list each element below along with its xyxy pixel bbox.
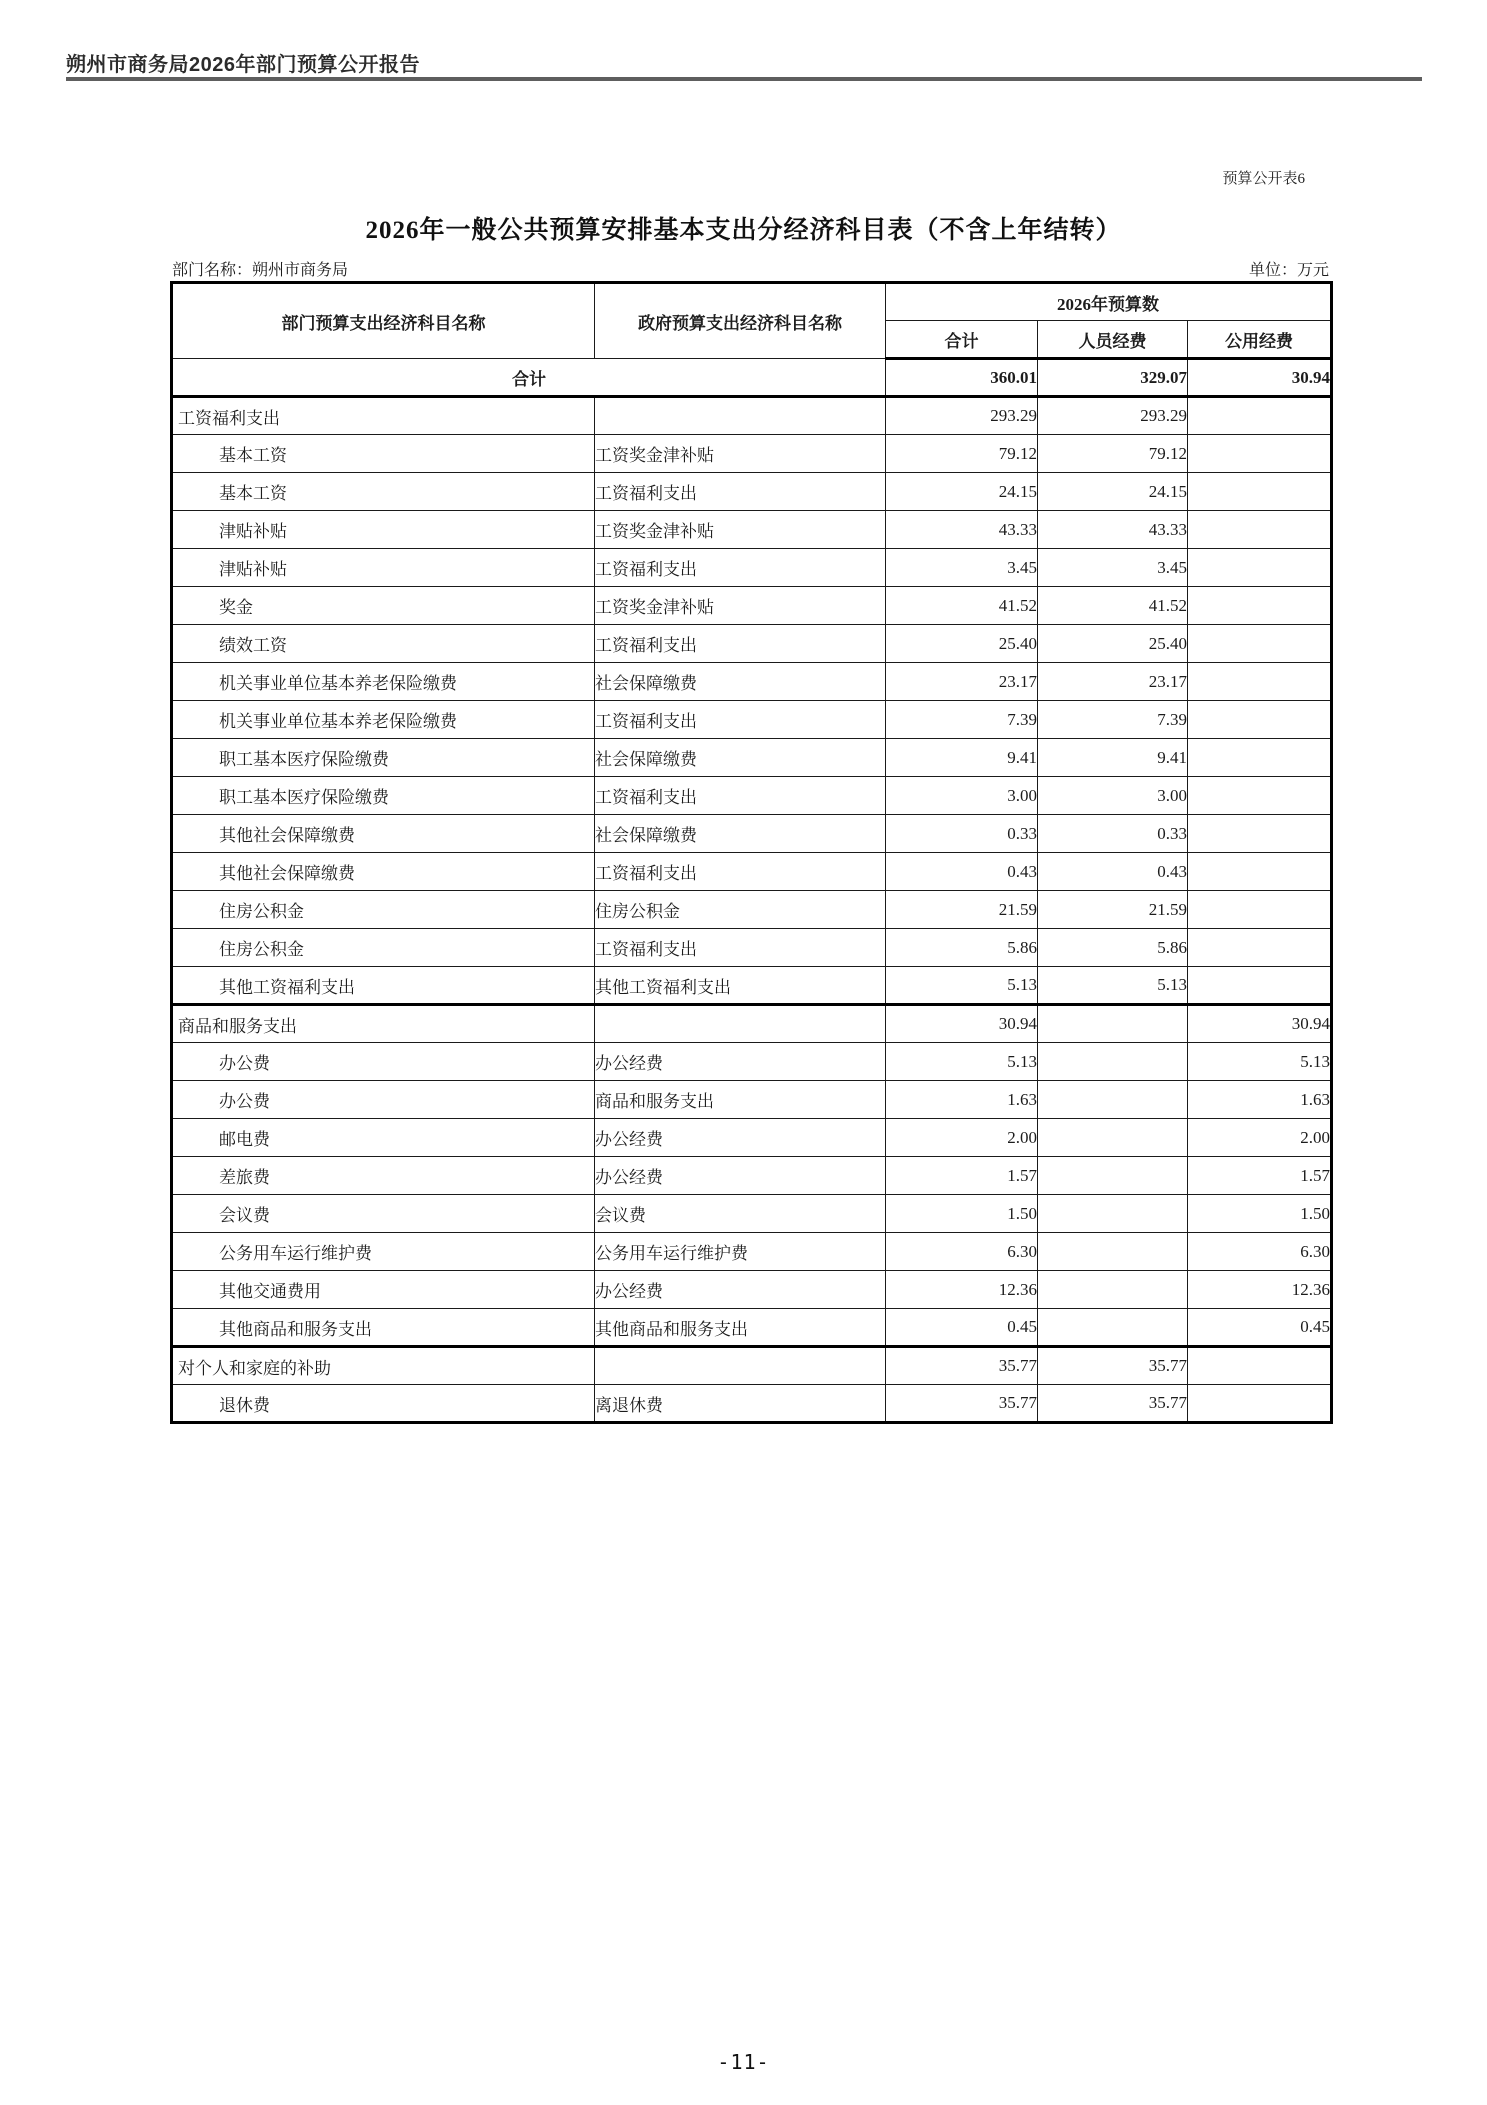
personnel-amount-cell <box>1038 1309 1188 1347</box>
dept-subject-cell: 机关事业单位基本养老保险缴费 <box>172 663 595 701</box>
gov-subject-cell: 工资福利支出 <box>595 929 886 967</box>
total-amount-cell: 41.52 <box>886 587 1038 625</box>
personnel-amount-cell <box>1038 1081 1188 1119</box>
dept-subject-cell: 职工基本医疗保险缴费 <box>172 739 595 777</box>
personnel-amount-cell: 79.12 <box>1038 435 1188 473</box>
total-amount-cell: 6.30 <box>886 1233 1038 1271</box>
public-amount-cell: 2.00 <box>1188 1119 1332 1157</box>
table-sheet-label: 预算公开表6 <box>1222 171 1305 187</box>
personnel-amount-cell <box>1038 1157 1188 1195</box>
gov-subject-cell: 商品和服务支出 <box>595 1081 886 1119</box>
personnel-amount-cell: 293.29 <box>1038 397 1188 435</box>
table-row <box>172 1195 1332 1233</box>
table-row <box>172 1119 1332 1157</box>
gov-subject-cell: 工资福利支出 <box>595 853 886 891</box>
gov-subject-cell: 工资福利支出 <box>595 701 886 739</box>
table-row <box>172 1043 1332 1081</box>
budget-table <box>170 281 1333 1424</box>
dept-subject-cell: 其他社会保障缴费 <box>172 853 595 891</box>
personnel-amount-cell: 21.59 <box>1038 891 1188 929</box>
personnel-amount-cell: 43.33 <box>1038 511 1188 549</box>
total-amount-cell: 3.45 <box>886 549 1038 587</box>
grand-total-total: 360.01 <box>886 359 1038 397</box>
table-row <box>172 435 1332 473</box>
personnel-amount-cell <box>1038 1005 1188 1043</box>
total-amount-cell: 12.36 <box>886 1271 1038 1309</box>
gov-subject-cell: 社会保障缴费 <box>595 663 886 701</box>
header-dept-subject: 部门预算支出经济科目名称 <box>172 283 595 359</box>
table-row <box>172 663 1332 701</box>
public-amount-cell <box>1188 777 1332 815</box>
public-amount-cell <box>1188 891 1332 929</box>
table-row <box>172 815 1332 853</box>
total-amount-cell: 35.77 <box>886 1385 1038 1423</box>
public-amount-cell <box>1188 435 1332 473</box>
table-row <box>172 701 1332 739</box>
dept-subject-cell: 退休费 <box>172 1385 595 1423</box>
public-amount-cell: 5.13 <box>1188 1043 1332 1081</box>
total-amount-cell: 5.13 <box>886 1043 1038 1081</box>
table-row <box>172 1081 1332 1119</box>
grand-total-public: 30.94 <box>1188 359 1332 397</box>
public-amount-cell <box>1188 967 1332 1005</box>
gov-subject-cell: 公务用车运行维护费 <box>595 1233 886 1271</box>
total-amount-cell: 7.39 <box>886 701 1038 739</box>
table-row <box>172 1385 1332 1423</box>
public-amount-cell: 6.30 <box>1188 1233 1332 1271</box>
personnel-amount-cell <box>1038 1119 1188 1157</box>
gov-subject-cell: 其他工资福利支出 <box>595 967 886 1005</box>
public-amount-cell <box>1188 473 1332 511</box>
total-amount-cell: 35.77 <box>886 1347 1038 1385</box>
personnel-amount-cell: 0.33 <box>1038 815 1188 853</box>
gov-subject-cell: 办公经费 <box>595 1119 886 1157</box>
public-amount-cell: 1.63 <box>1188 1081 1332 1119</box>
total-amount-cell: 23.17 <box>886 663 1038 701</box>
total-amount-cell: 0.45 <box>886 1309 1038 1347</box>
total-amount-cell: 79.12 <box>886 435 1038 473</box>
unit-label: 单位：万元 <box>1248 262 1329 279</box>
total-amount-cell: 3.00 <box>886 777 1038 815</box>
personnel-amount-cell: 25.40 <box>1038 625 1188 663</box>
table-row <box>172 967 1332 1005</box>
public-amount-cell <box>1188 929 1332 967</box>
dept-subject-cell: 其他工资福利支出 <box>172 967 595 1005</box>
public-amount-cell <box>1188 815 1332 853</box>
dept-subject-cell: 工资福利支出 <box>172 397 595 435</box>
gov-subject-cell: 工资福利支出 <box>595 549 886 587</box>
personnel-amount-cell: 24.15 <box>1038 473 1188 511</box>
dept-subject-cell: 公务用车运行维护费 <box>172 1233 595 1271</box>
table-row <box>172 625 1332 663</box>
dept-subject-cell: 绩效工资 <box>172 625 595 663</box>
table-row <box>172 549 1332 587</box>
personnel-amount-cell <box>1038 1233 1188 1271</box>
grand-total-label: 合计 <box>172 359 886 397</box>
table-row <box>172 511 1332 549</box>
personnel-amount-cell: 5.13 <box>1038 967 1188 1005</box>
grand-total-row <box>172 359 1332 397</box>
dept-subject-cell: 住房公积金 <box>172 891 595 929</box>
table-row <box>172 777 1332 815</box>
table-row <box>172 1309 1332 1347</box>
dept-subject-cell: 差旅费 <box>172 1157 595 1195</box>
budget-table-body <box>172 359 1332 1423</box>
total-amount-cell: 1.57 <box>886 1157 1038 1195</box>
personnel-amount-cell: 9.41 <box>1038 739 1188 777</box>
header-public: 公用经费 <box>1188 321 1332 359</box>
personnel-amount-cell: 23.17 <box>1038 663 1188 701</box>
total-amount-cell: 2.00 <box>886 1119 1038 1157</box>
gov-subject-cell: 工资福利支出 <box>595 777 886 815</box>
dept-subject-cell: 会议费 <box>172 1195 595 1233</box>
personnel-amount-cell <box>1038 1271 1188 1309</box>
table-row <box>172 587 1332 625</box>
personnel-amount-cell: 3.45 <box>1038 549 1188 587</box>
table-header-row-1 <box>172 283 1332 321</box>
public-amount-cell: 0.45 <box>1188 1309 1332 1347</box>
table-row <box>172 1271 1332 1309</box>
gov-subject-cell: 住房公积金 <box>595 891 886 929</box>
personnel-amount-cell <box>1038 1195 1188 1233</box>
gov-subject-cell <box>595 1347 886 1385</box>
dept-subject-cell: 商品和服务支出 <box>172 1005 595 1043</box>
dept-subject-cell: 基本工资 <box>172 435 595 473</box>
dept-subject-cell: 其他交通费用 <box>172 1271 595 1309</box>
dept-subject-cell: 邮电费 <box>172 1119 595 1157</box>
dept-subject-cell: 办公费 <box>172 1081 595 1119</box>
public-amount-cell <box>1188 701 1332 739</box>
dept-subject-cell: 津贴补贴 <box>172 511 595 549</box>
total-amount-cell: 0.33 <box>886 815 1038 853</box>
grand-total-personnel: 329.07 <box>1038 359 1188 397</box>
table-row <box>172 473 1332 511</box>
header-budget-group: 2026年预算数 <box>886 283 1332 321</box>
public-amount-cell <box>1188 663 1332 701</box>
gov-subject-cell: 其他商品和服务支出 <box>595 1309 886 1347</box>
dept-subject-cell: 其他商品和服务支出 <box>172 1309 595 1347</box>
total-amount-cell: 1.63 <box>886 1081 1038 1119</box>
table-row <box>172 397 1332 435</box>
personnel-amount-cell: 7.39 <box>1038 701 1188 739</box>
department-name-label: 部门名称：朔州市商务局 <box>172 262 349 279</box>
total-amount-cell: 25.40 <box>886 625 1038 663</box>
total-amount-cell: 0.43 <box>886 853 1038 891</box>
page-title: 2026年一般公共预算安排基本支出分经济科目表（不含上年结转） <box>365 217 1122 244</box>
gov-subject-cell: 办公经费 <box>595 1157 886 1195</box>
gov-subject-cell: 工资福利支出 <box>595 625 886 663</box>
dept-subject-cell: 基本工资 <box>172 473 595 511</box>
personnel-amount-cell: 5.86 <box>1038 929 1188 967</box>
dept-subject-cell: 办公费 <box>172 1043 595 1081</box>
public-amount-cell <box>1188 625 1332 663</box>
table-row <box>172 891 1332 929</box>
personnel-amount-cell: 35.77 <box>1038 1347 1188 1385</box>
public-amount-cell <box>1188 511 1332 549</box>
dept-subject-cell: 对个人和家庭的补助 <box>172 1347 595 1385</box>
gov-subject-cell: 办公经费 <box>595 1043 886 1081</box>
gov-subject-cell: 办公经费 <box>595 1271 886 1309</box>
total-amount-cell: 9.41 <box>886 739 1038 777</box>
dept-subject-cell: 其他社会保障缴费 <box>172 815 595 853</box>
personnel-amount-cell: 35.77 <box>1038 1385 1188 1423</box>
personnel-amount-cell: 0.43 <box>1038 853 1188 891</box>
total-amount-cell: 43.33 <box>886 511 1038 549</box>
report-header-title: 朔州市商务局2026年部门预算公开报告 <box>66 54 420 76</box>
gov-subject-cell: 工资奖金津补贴 <box>595 511 886 549</box>
dept-subject-cell: 机关事业单位基本养老保险缴费 <box>172 701 595 739</box>
public-amount-cell <box>1188 587 1332 625</box>
total-amount-cell: 5.13 <box>886 967 1038 1005</box>
personnel-amount-cell: 3.00 <box>1038 777 1188 815</box>
public-amount-cell <box>1188 853 1332 891</box>
gov-subject-cell: 社会保障缴费 <box>595 739 886 777</box>
header-personnel: 人员经费 <box>1038 321 1188 359</box>
public-amount-cell: 30.94 <box>1188 1005 1332 1043</box>
dept-subject-cell: 住房公积金 <box>172 929 595 967</box>
gov-subject-cell: 工资奖金津补贴 <box>595 587 886 625</box>
gov-subject-cell: 会议费 <box>595 1195 886 1233</box>
public-amount-cell: 1.57 <box>1188 1157 1332 1195</box>
table-row <box>172 929 1332 967</box>
gov-subject-cell: 工资奖金津补贴 <box>595 435 886 473</box>
table-row <box>172 1157 1332 1195</box>
public-amount-cell <box>1188 549 1332 587</box>
personnel-amount-cell <box>1038 1043 1188 1081</box>
header-divider <box>66 77 1422 81</box>
dept-subject-cell: 奖金 <box>172 587 595 625</box>
public-amount-cell <box>1188 1347 1332 1385</box>
public-amount-cell <box>1188 1385 1332 1423</box>
header-total: 合计 <box>886 321 1038 359</box>
total-amount-cell: 293.29 <box>886 397 1038 435</box>
dept-subject-cell: 职工基本医疗保险缴费 <box>172 777 595 815</box>
page-number: -11- <box>717 2050 770 2074</box>
public-amount-cell <box>1188 739 1332 777</box>
total-amount-cell: 30.94 <box>886 1005 1038 1043</box>
gov-subject-cell: 社会保障缴费 <box>595 815 886 853</box>
gov-subject-cell: 工资福利支出 <box>595 473 886 511</box>
total-amount-cell: 24.15 <box>886 473 1038 511</box>
public-amount-cell: 12.36 <box>1188 1271 1332 1309</box>
dept-subject-cell: 津贴补贴 <box>172 549 595 587</box>
gov-subject-cell <box>595 1005 886 1043</box>
personnel-amount-cell: 41.52 <box>1038 587 1188 625</box>
table-row <box>172 1233 1332 1271</box>
total-amount-cell: 21.59 <box>886 891 1038 929</box>
gov-subject-cell: 离退休费 <box>595 1385 886 1423</box>
public-amount-cell <box>1188 397 1332 435</box>
public-amount-cell: 1.50 <box>1188 1195 1332 1233</box>
header-gov-subject: 政府预算支出经济科目名称 <box>595 283 886 359</box>
table-row <box>172 853 1332 891</box>
total-amount-cell: 1.50 <box>886 1195 1038 1233</box>
table-row <box>172 1347 1332 1385</box>
table-row <box>172 739 1332 777</box>
table-row <box>172 1005 1332 1043</box>
gov-subject-cell <box>595 397 886 435</box>
total-amount-cell: 5.86 <box>886 929 1038 967</box>
